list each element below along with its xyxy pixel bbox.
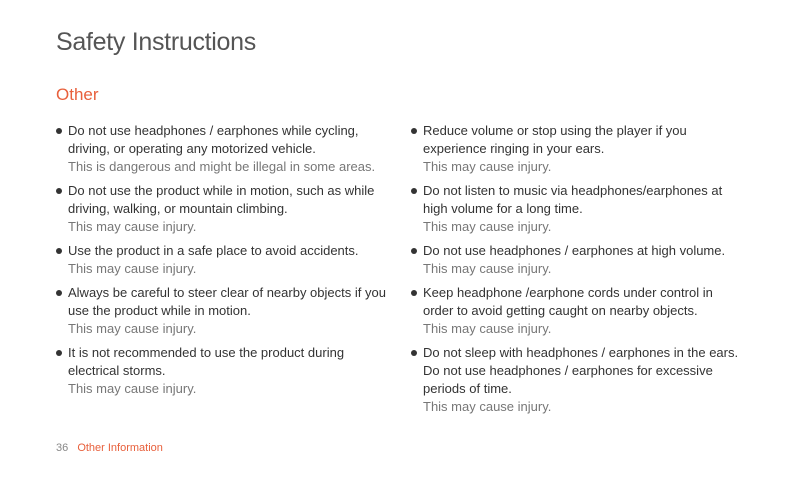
instruction-note: This may cause injury. (68, 381, 197, 396)
bullet-icon (411, 128, 417, 134)
instruction-note: This may cause injury. (68, 219, 197, 234)
instruction-item (411, 344, 746, 416)
bullet-icon (411, 350, 417, 356)
instruction-item (56, 344, 386, 398)
instruction-item (411, 284, 746, 338)
page-number: 36 (56, 442, 69, 454)
bullet-icon (56, 188, 62, 194)
instruction-text: Do not use the product while in motion, such as while driving, walking, or mountain climbing. (68, 183, 375, 216)
instruction-item (411, 182, 746, 236)
instruction-note: This may cause injury. (423, 399, 552, 414)
instruction-note: This may cause injury. (68, 261, 197, 276)
instruction-note: This may cause injury. (68, 321, 197, 336)
instruction-item (411, 122, 746, 176)
instruction-text: It is not recommended to use the product during electrical storms. (68, 345, 345, 378)
instruction-text: Keep headphone /earphone cords under control in order to avoid getting caught on nearby objects. (423, 285, 713, 318)
right-instruction-list (411, 122, 746, 422)
instruction-note: This may cause injury. (423, 159, 552, 174)
bullet-icon (411, 248, 417, 254)
instruction-text: Do not use headphones / earphones while cycling, driving, or operating any motorized vehicle. (68, 123, 359, 156)
instruction-text: Reduce volume or stop using the player if you experience ringing in your ears. (423, 123, 687, 156)
instruction-item (56, 242, 386, 278)
instruction-item (411, 242, 746, 278)
instruction-text: Do not use headphones / earphones at high volume. (423, 243, 726, 258)
page-title: Safety Instructions (56, 28, 256, 56)
bullet-icon (411, 188, 417, 194)
bullet-icon (411, 290, 417, 296)
bullet-icon (56, 290, 62, 296)
instruction-note: This may cause injury. (423, 261, 552, 276)
bullet-icon (56, 248, 62, 254)
left-instruction-list (56, 122, 386, 404)
bullet-icon (56, 350, 62, 356)
instruction-text: Do not sleep with headphones / earphones in the ears. Do not use headphones / earphones for excessive periods of time. (423, 345, 739, 396)
instruction-text: Use the product in a safe place to avoid accidents. (68, 243, 359, 258)
footer-section-label: Other Information (77, 442, 163, 454)
instruction-note: This may cause injury. (423, 219, 552, 234)
instruction-note: This is dangerous and might be illegal in some areas. (68, 159, 376, 174)
instruction-item (56, 182, 386, 236)
instruction-item (56, 122, 386, 176)
instruction-text: Do not listen to music via headphones/earphones at high volume for a long time. (423, 183, 723, 216)
section-title: Other (56, 85, 99, 104)
instruction-text: Always be careful to steer clear of nearby objects if you use the product while in motion. (68, 285, 386, 318)
instruction-item (56, 284, 386, 338)
instruction-note: This may cause injury. (423, 321, 552, 336)
page-footer (56, 442, 163, 454)
bullet-icon (56, 128, 62, 134)
